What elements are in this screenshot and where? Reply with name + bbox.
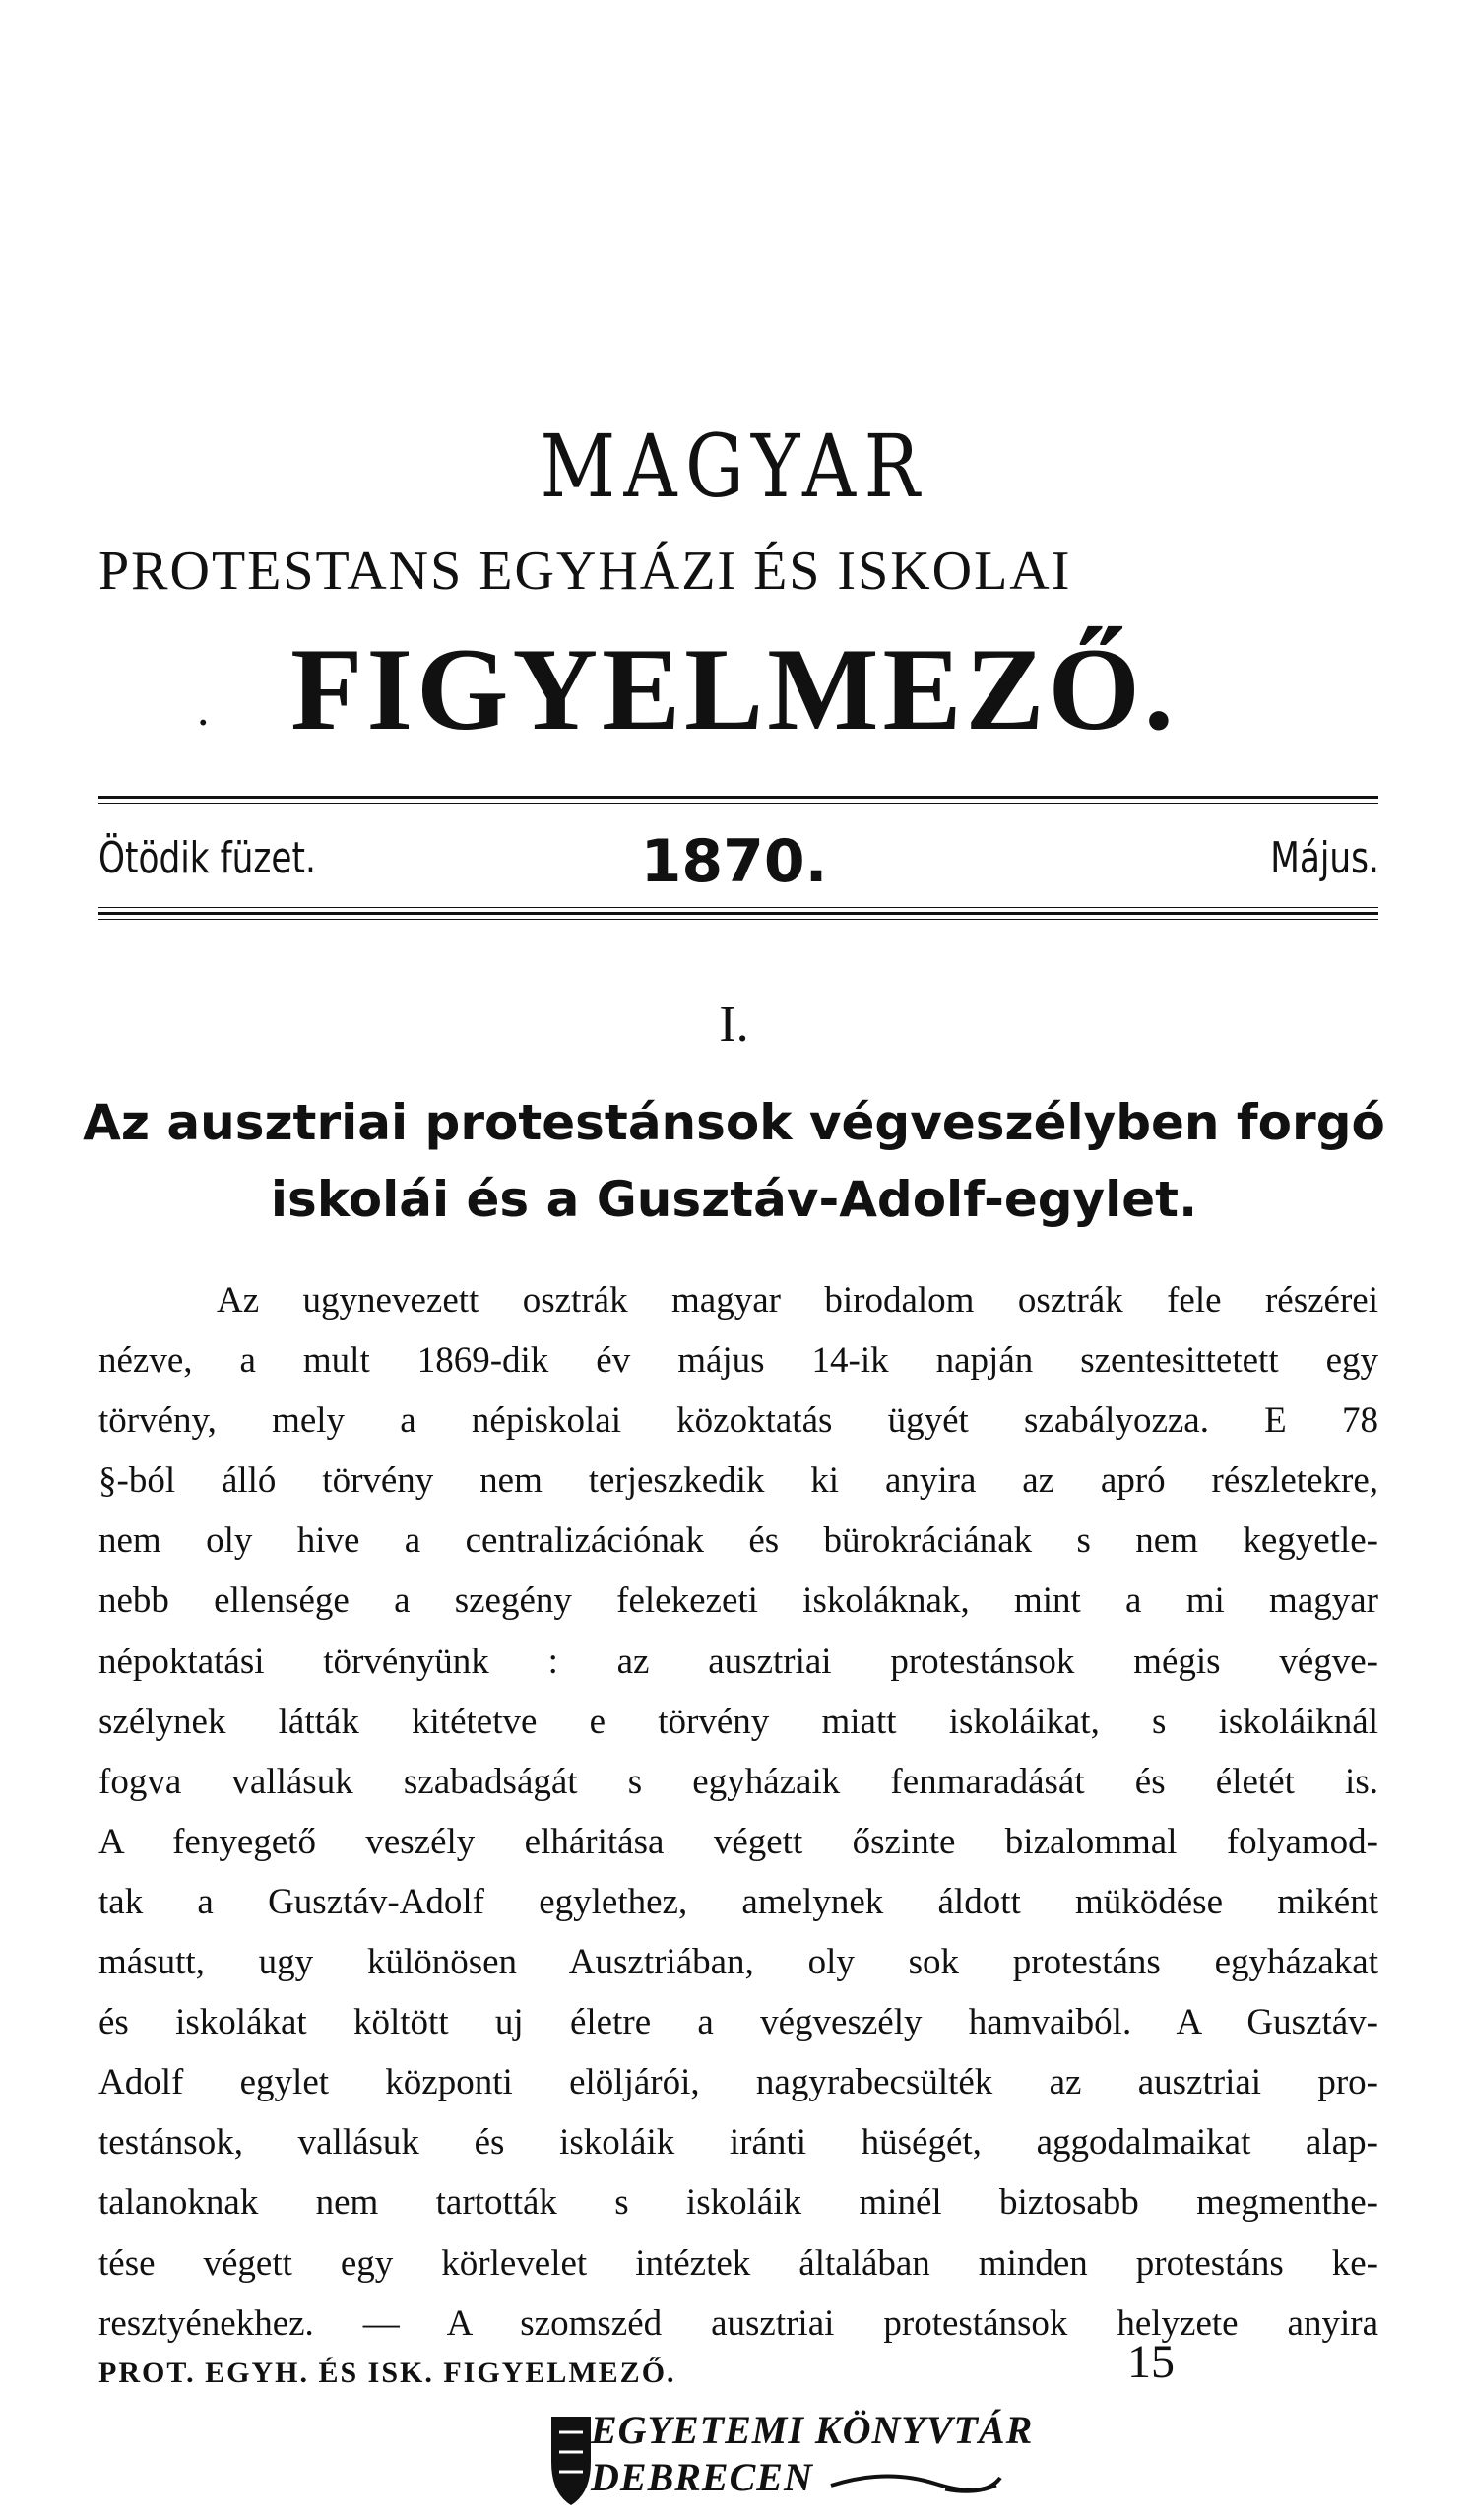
article-title-line: iskolái és a Gusztáv-Adolf-egylet. [270,1171,1198,1228]
library-stamp [542,2403,1034,2511]
article-body [98,1270,1378,2354]
body-line: resztyénekhez. — A szomszéd ausztriai protestánsok helyzete anyira [98,2302,1378,2344]
rule-top-thin [98,803,1378,804]
body-line: másutt, ugy különösen Ausztriában, oly sok protestáns egyházakat [98,1942,1378,1983]
body-line: testánsok, vallásuk és iskoláik iránti hüségét, aggodalmaikat alap- [98,2122,1378,2164]
body-line: talanoknak nem tartották s iskoláik minél biztosabb megmenthe- [98,2182,1378,2224]
journal-title-main: FIGYELMEZŐ. [290,623,1178,754]
rule-bottom-thin-1 [98,907,1378,908]
body-line: A fenyegető veszély elháritása végett őszinte bizalommal folyamod- [98,1821,1378,1862]
issue-month: Május. [1270,833,1379,883]
body-line: tak a Gusztáv-Adolf egylethez, amelynek áldott müködése miként [98,1881,1378,1922]
stamp-line: DEBRECEN [591,2455,813,2499]
rule-top-thick [98,796,1378,799]
body-line: nézve, a mult 1869-dik év május 14-ik napján szentesittetett egy [98,1340,1378,1382]
issue-year: 1870. [640,827,828,896]
article-title-line: Az ausztriai protestánsok végveszélyben forgó [83,1094,1385,1151]
stamp-line: EGYETEMI KÖNYVTÁR [591,2408,1034,2452]
stamp-flourish-icon [827,2460,1004,2499]
body-line: törvény, mely a népiskolai közoktatás ügyét szabályozza. E 78 [98,1400,1378,1442]
rule-bottom-thin-2 [98,919,1378,920]
body-line: Adolf egylet központi elöljárói, nagyrabecsülték az ausztriai pro- [98,2062,1378,2103]
journal-title-magyar: MAGYAR [540,416,928,517]
journal-subtitle: PROTESTANS EGYHÁZI ÉS ISKOLAI [98,541,1072,602]
body-line: szélynek látták kitétetve e törvény miatt iskoláikat, s iskoláiknál [98,1701,1378,1742]
body-line: nebb ellensége a szegény felekezeti iskoláknak, mint a mi magyar [98,1581,1378,1622]
body-line: Az ugynevezett osztrák magyar birodalom osztrák fele részérei [217,1280,1378,1321]
body-line: tése végett egy körlevelet intéztek általában minden protestáns ke- [98,2242,1378,2284]
section-number: I. [719,997,749,1053]
rule-bottom-thick [98,912,1378,915]
running-footer-title: PROT. EGYH. ÉS ISK. FIGYELMEZŐ. [98,2357,676,2389]
signature-number: 15 [1127,2336,1175,2388]
body-line: népoktatási törvényünk : az ausztriai protestánsok mégis végve- [98,1641,1378,1682]
body-line: és iskolákat költött uj életre a végveszély hamvaiból. A Gusztáv- [98,2002,1378,2043]
leading-dot: . [197,680,210,736]
body-line: §-ból álló törvény nem terjeszkedik ki anyira az apró részletekre, [98,1460,1378,1502]
issue-number: Ötödik füzet. [98,833,316,883]
body-line: fogva vallásuk szabadságát s egyházaik fenmaradását és életét is. [98,1761,1378,1802]
body-line: nem oly hive a centralizációnak és bürokráciának s nem kegyetle- [98,1520,1378,1562]
